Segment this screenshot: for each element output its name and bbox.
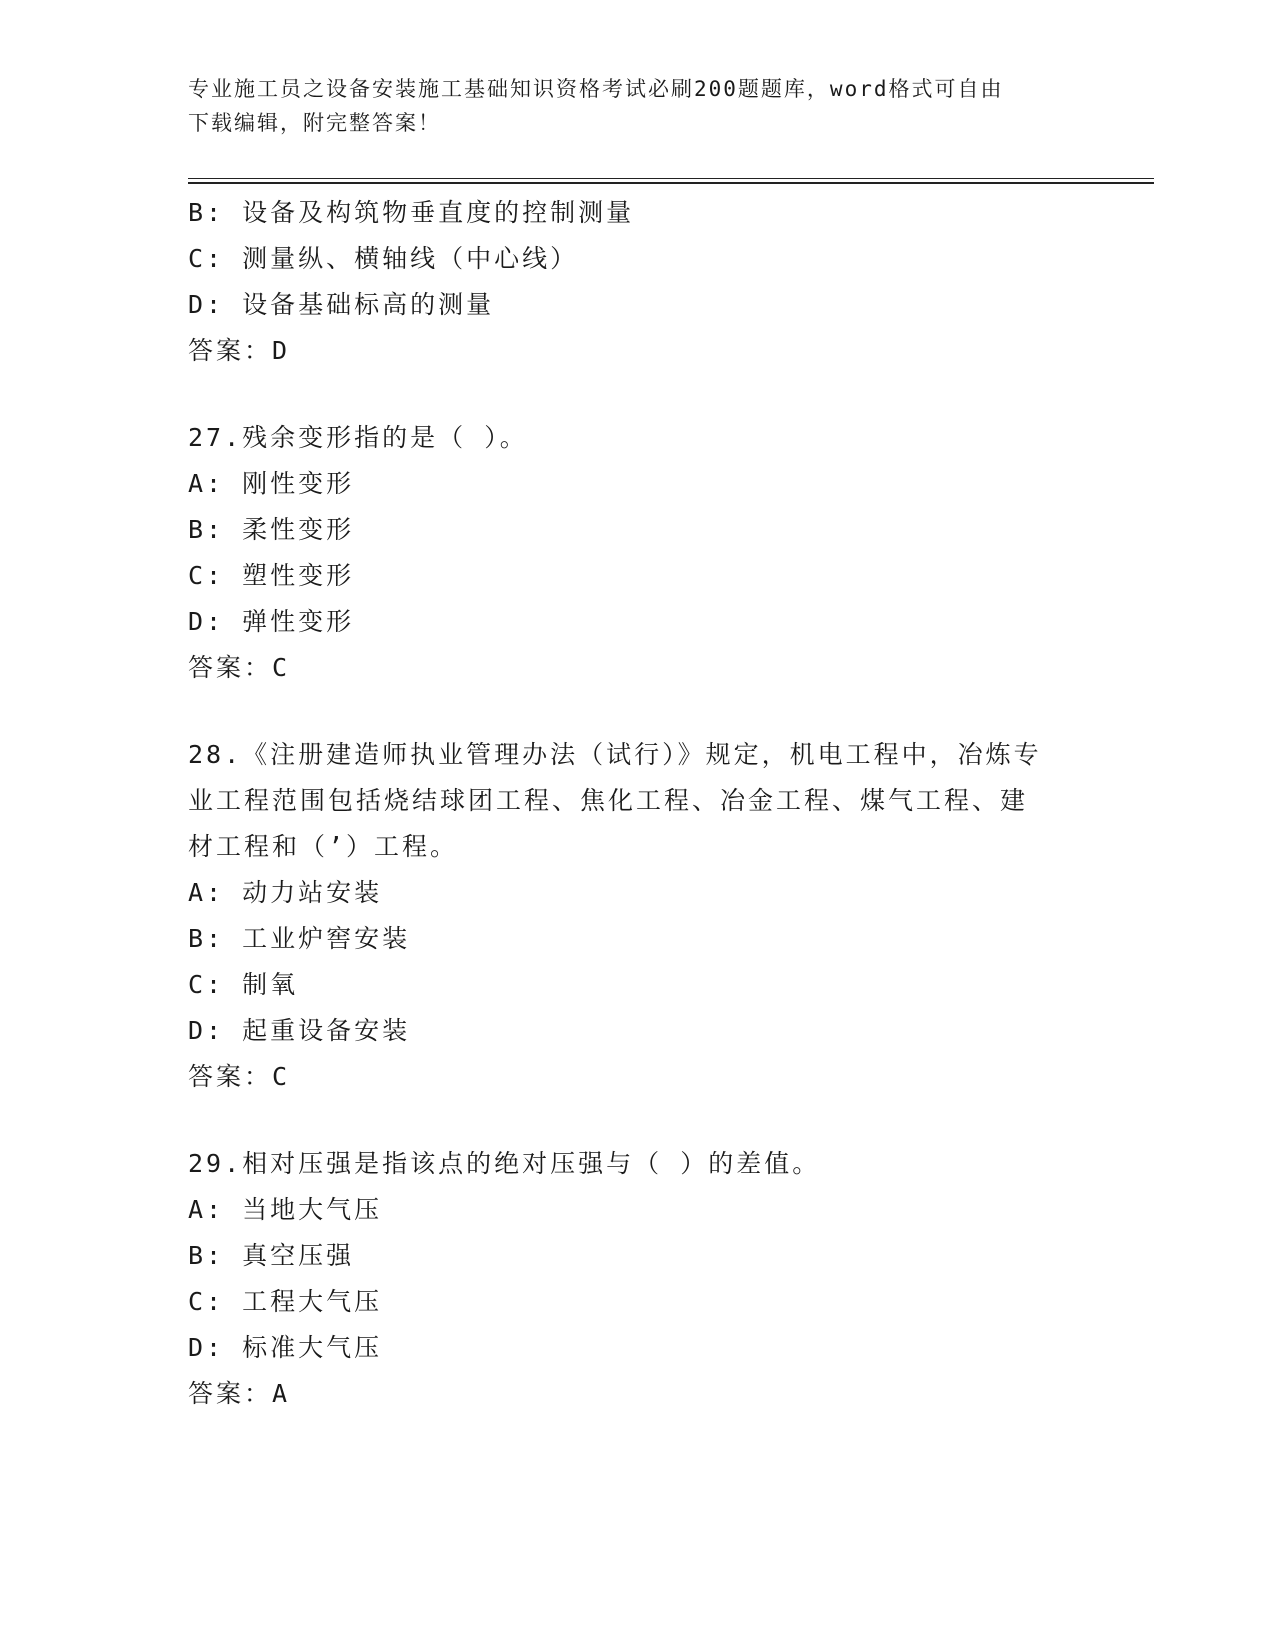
option-a: A: 当地大气压 bbox=[188, 1195, 383, 1224]
question-text-line-3: 材工程和（’）工程。 bbox=[188, 832, 459, 861]
header-line-1: 专业施工员之设备安装施工基础知识资格考试必刷200题题库，word格式可自由 bbox=[188, 77, 1004, 101]
question-text-line-2: 业工程范围包括烧结球团工程、焦化工程、冶金工程、煤气工程、建 bbox=[188, 786, 1029, 815]
option-a: A: 动力站安装 bbox=[188, 878, 383, 907]
question-28 bbox=[188, 732, 1088, 1100]
question-text-line-1: 28.《注册建造师执业管理办法（试行）》规定，机电工程中，冶炼专 bbox=[188, 740, 1042, 769]
spacer bbox=[188, 691, 1088, 732]
document-header bbox=[188, 72, 1068, 140]
option-d: D: 弹性变形 bbox=[188, 607, 355, 636]
option-d: D: 设备基础标高的测量 bbox=[188, 290, 495, 319]
option-c: C: 工程大气压 bbox=[188, 1287, 383, 1316]
prev-question-block bbox=[188, 190, 1088, 374]
question-text: 27.残余变形指的是（ ）。 bbox=[188, 423, 528, 452]
question-27 bbox=[188, 415, 1088, 691]
answer-line: 答案：D bbox=[188, 336, 291, 365]
option-c: C: 测量纵、横轴线（中心线） bbox=[188, 244, 579, 273]
option-b: B: 柔性变形 bbox=[188, 515, 355, 544]
option-b: B: 真空压强 bbox=[188, 1241, 355, 1270]
option-d: D: 起重设备安装 bbox=[188, 1016, 411, 1045]
question-list bbox=[188, 190, 1088, 1417]
answer-line: 答案：A bbox=[188, 1379, 291, 1408]
option-d: D: 标准大气压 bbox=[188, 1333, 383, 1362]
option-b: B: 工业炉窖安装 bbox=[188, 924, 411, 953]
answer-line: 答案：C bbox=[188, 653, 291, 682]
header-line-2: 下载编辑，附完整答案！ bbox=[188, 111, 441, 135]
spacer bbox=[188, 1100, 1088, 1141]
option-a: A: 刚性变形 bbox=[188, 469, 355, 498]
spacer bbox=[188, 374, 1088, 415]
answer-line: 答案：C bbox=[188, 1062, 291, 1091]
question-29 bbox=[188, 1141, 1088, 1417]
option-b: B: 设备及构筑物垂直度的控制测量 bbox=[188, 198, 635, 227]
option-c: C: 塑性变形 bbox=[188, 561, 355, 590]
question-text: 29.相对压强是指该点的绝对压强与（ ）的差值。 bbox=[188, 1149, 821, 1178]
header-divider-bottom bbox=[188, 182, 1154, 184]
header-divider-top bbox=[188, 178, 1154, 179]
option-c: C: 制氧 bbox=[188, 970, 299, 999]
